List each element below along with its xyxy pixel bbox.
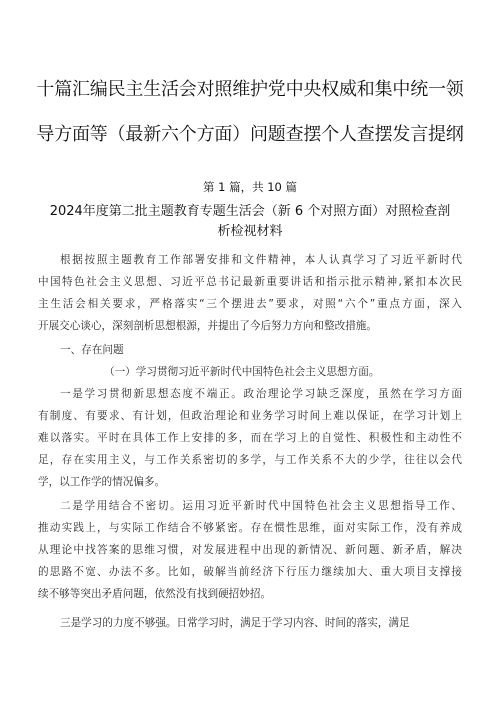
paragraph-line: 有制度、有要求、有计划，但政治理论和业务学习时间上难以保证，在学习计划上 [38,410,462,422]
paragraph-line: 根据按照主题教育工作部署安排和文件精神，本人认真学习了习近平新时代 [60,254,462,266]
paragraph-line: 足，存在实用主义，与工作关系密切的多学，与工作关系不大的少学，往往以会代 [38,454,462,466]
paragraph-line: 续不够等突出矛盾问题，依然没有找到硬招妙招。 [38,588,272,600]
section-title-line-2: 析检视材料 [217,224,283,239]
paragraph-line: 二是学用结合不密切。运用习近平新时代中国特色社会主义思想指导工作、 [60,500,462,512]
paragraph-2 [38,495,462,605]
paragraph-line: 开展交心谈心，深刻剖析思想根源，并提出了今后努力方向和整改措施。 [38,320,377,332]
paragraph-line: 难以落实。平时在具体工作上安排的多，而在学习上的自觉性、积极性和主动性不 [38,432,462,444]
paragraph-line: 学，以工作学的情况偏多。 [38,476,166,488]
paragraph-line: 一是学习贯彻新思想态度不端正。政治理论学习缺乏深度，虽然在学习方面 [60,388,462,400]
document-title-line-2: 导方面等（最新六个方面）问题查摆个人查摆发言提纲 [36,124,464,145]
section-counter: 第 1 篇，共 10 篇 [202,180,298,194]
subheading-study-thought: （一）学习贯彻习近平新时代中国特色社会主义思想方面。 [104,366,380,378]
document-title-line-1: 十篇汇编民主生活会对照维护党中央权威和集中统一领 [36,79,464,100]
paragraph-line: 推动实践上，与实际工作结合不够紧密。存在惯性思维，面对实际工作，没有养成 [38,522,462,534]
paragraph-line: 三是学习的力度不够强。日常学习时，满足于学习内容、时间的落实，满足 [60,617,410,629]
paragraph-line: 主生活会相关要求，严格落实“三个摆进去”要求，对照“六个”重点方面，深入 [38,298,462,310]
heading-existing-problems: 一、存在问题 [60,344,124,356]
paragraph-line: 的思路不宽、办法不多。比如，破解当前经济下行压力继续加大、重大项目支撑接 [38,566,462,578]
intro-paragraph [38,249,462,337]
paragraph-line: 从理论中找答案的思维习惯，对发展进程中出现的新情况、新问题、新矛盾，解决 [38,544,462,556]
paragraph-1 [38,383,462,493]
section-title-line-1: 2024年度第二批主题教育专题生活会（新 6 个对照方面）对照检查剖 [49,204,451,219]
paragraph-3 [38,612,462,634]
paragraph-line: 中国特色社会主义思想、习近平总书记最新重要讲话和指示批示精神,紧扣本次民 [38,276,462,288]
